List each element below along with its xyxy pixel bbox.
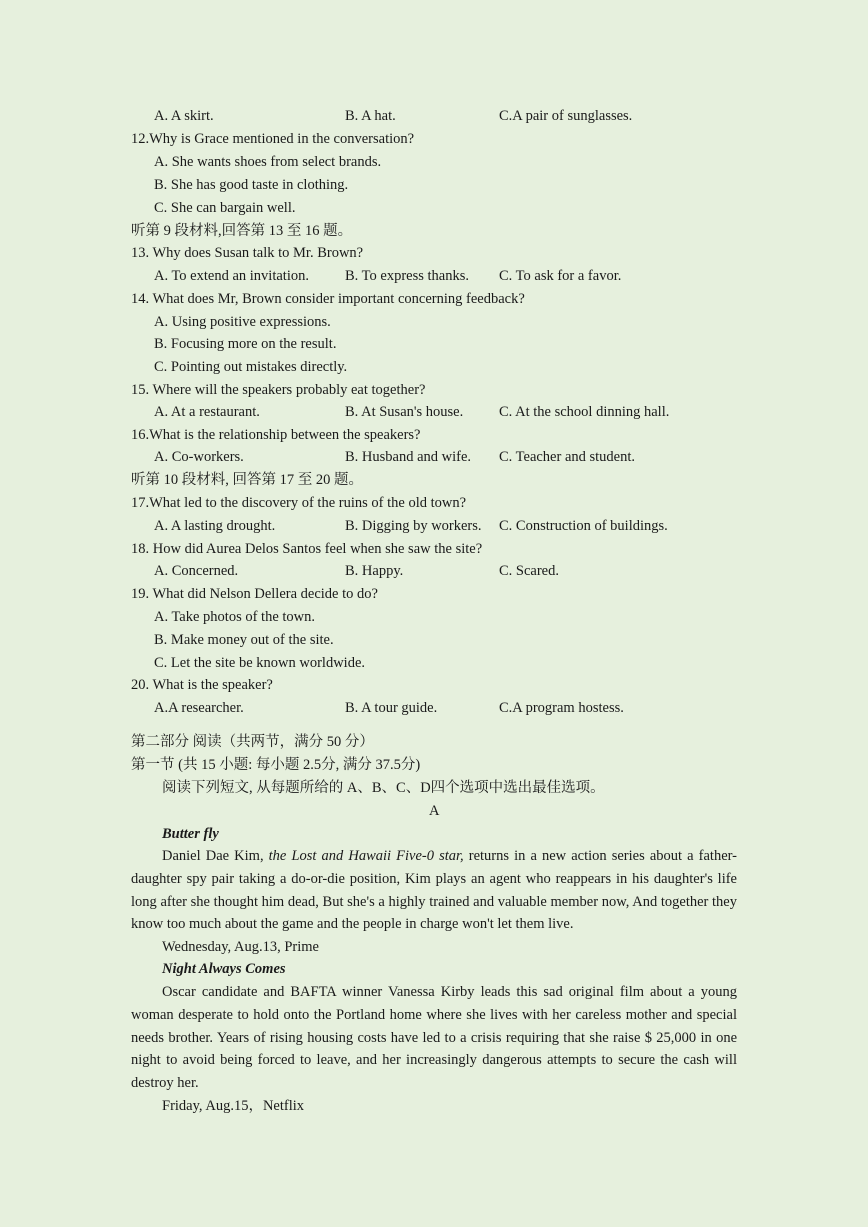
q17-option-c: C. Construction of buildings. — [499, 518, 668, 534]
q11-option-b: B. A hat. — [345, 108, 396, 124]
q19-option-a: A. Take photos of the town. — [154, 609, 316, 625]
q15-stem: 15. Where will the speakers probably eat together? — [131, 382, 426, 398]
q19-stem: 19. What did Nelson Dellera decide to do? — [131, 586, 378, 602]
reading-instruction: 阅读下列短文, 从每题所给的 A、B、C、D四个选项中选出最佳选项。 — [162, 780, 605, 796]
part-two-title: 第二部分 阅读（共两节，满分 50 分） — [131, 734, 374, 750]
item1-italic: the Lost and Hawaii Five-0 star, — [268, 848, 464, 864]
q14-option-b: B. Focusing more on the result. — [154, 336, 337, 352]
q13-option-a: A. To extend an invitation. — [154, 268, 309, 284]
item1-title: Butter fly — [162, 826, 219, 842]
section-9-instruction: 听第 9 段材料,回答第 13 至 16 题。 — [131, 223, 353, 239]
q12-option-c: C. She can bargain well. — [154, 200, 296, 216]
q16-stem: 16.What is the relationship between the speakers? — [131, 427, 421, 443]
q12-option-a: A. She wants shoes from select brands. — [154, 154, 382, 170]
q19-option-b: B. Make money out of the site. — [154, 632, 334, 648]
q16-option-c: C. Teacher and student. — [499, 449, 636, 465]
item1-date: Wednesday, Aug.13, Prime — [162, 939, 319, 955]
q20-option-c: C.A program hostess. — [499, 700, 624, 716]
q11-option-c: C.A pair of sunglasses. — [499, 108, 633, 124]
q15-option-c: C. At the school dinning hall. — [499, 404, 670, 420]
q14-option-c: C. Pointing out mistakes directly. — [154, 359, 348, 375]
q13-option-b: B. To express thanks. — [345, 268, 469, 284]
q20-option-a: A.A researcher. — [154, 700, 244, 716]
q13-option-c: C. To ask for a favor. — [499, 268, 622, 284]
q18-option-b: B. Happy. — [345, 563, 404, 579]
q20-option-b: B. A tour guide. — [345, 700, 438, 716]
q11-option-a: A. A skirt. — [154, 108, 214, 124]
section-10-instruction: 听第 10 段材料, 回答第 17 至 20 题。 — [131, 472, 363, 488]
item1-rest: returns in a new action series about a father-daughter spy pair taking a do-or-die position, Kim plays an agent who reappears in his daughter's life long after she thought him dead, But she's a highly trained and valuable member now, And together they know too much about the game and the people in charge won't let them live. — [131, 848, 737, 933]
item2-date: Friday, Aug.15，Netflix — [162, 1098, 305, 1114]
q18-stem: 18. How did Aurea Delos Santos feel when she saw the site? — [131, 541, 483, 557]
q16-option-b: B. Husband and wife. — [345, 449, 472, 465]
q14-option-a: A. Using positive expressions. — [154, 314, 331, 330]
q14-stem: 14. What does Mr, Brown consider important concerning feedback? — [131, 291, 525, 307]
q17-option-b: B. Digging by workers. — [345, 518, 482, 534]
item1-paragraph — [131, 845, 737, 936]
q17-stem: 17.What led to the discovery of the ruins of the old town? — [131, 495, 467, 511]
q18-option-c: C. Scared. — [499, 563, 559, 579]
q13-stem: 13. Why does Susan talk to Mr. Brown? — [131, 245, 364, 261]
passage-label: A — [429, 803, 440, 819]
q12-option-b: B. She has good taste in clothing. — [154, 177, 349, 193]
q20-stem: 20. What is the speaker? — [131, 677, 273, 693]
item2-paragraph: Oscar candidate and BAFTA winner Vanessa Kirby leads this sad original film about a young woman desperate to hold onto the Portland home where she lives with her careless mother and special needs brother. Years of rising housing costs have led to a crisis requiring that she raise $ 25,000 in one night to avoid being forced to leave, and her increasingly dangerous attempts to secure the cash will destroy her. — [131, 984, 737, 1092]
q12-stem: 12.Why is Grace mentioned in the conversation? — [131, 131, 415, 147]
q17-option-a: A. A lasting drought. — [154, 518, 276, 534]
q15-option-a: A. At a restaurant. — [154, 404, 260, 420]
section-one-title: 第一节 (共 15 小题: 每小题 2.5分, 满分 37.5分) — [131, 757, 421, 773]
q15-option-b: B. At Susan's house. — [345, 404, 464, 420]
q16-option-a: A. Co-workers. — [154, 449, 244, 465]
item1-lead: Daniel Dae Kim, — [162, 848, 269, 864]
q18-option-a: A. Concerned. — [154, 563, 239, 579]
item2-title: Night Always Comes — [162, 961, 286, 977]
q19-option-c: C. Let the site be known worldwide. — [154, 655, 366, 671]
